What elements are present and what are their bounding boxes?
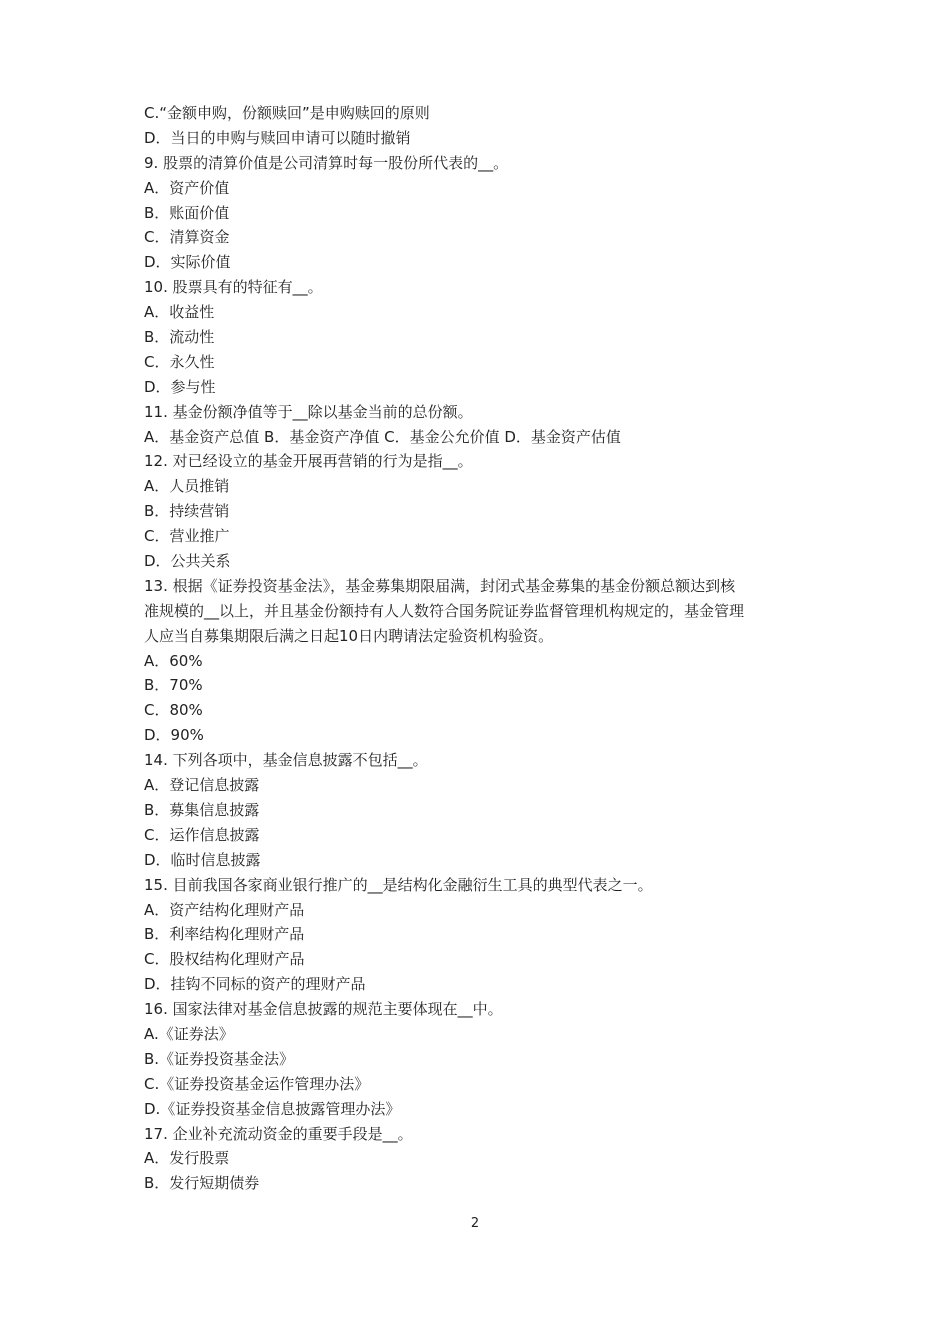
option-line: A．收益性 xyxy=(144,303,215,322)
option-line: D．实际价值 xyxy=(144,253,231,272)
option-line: A．人员推销 xyxy=(144,477,230,496)
question-13-cont: 人应当自募集期限后满之日起10日内聘请法定验资机构验资。 xyxy=(144,626,554,645)
option-line: B．发行短期债券 xyxy=(144,1174,260,1193)
option-line: A．发行股票 xyxy=(144,1149,230,1168)
option-line: C．永久性 xyxy=(144,352,215,371)
question-9: 9. 股票的清算价值是公司清算时每一股份所代表的__。 xyxy=(144,153,509,172)
question-13-cont: 准规模的__以上，并且基金份额持有人人数符合国务院证券监督管理机构规定的，基金管理 xyxy=(144,601,745,620)
question-17: 17. 企业补充流动资金的重要手段是__。 xyxy=(144,1124,413,1143)
option-line: A．60% xyxy=(144,651,203,670)
question-10: 10. 股票具有的特征有__。 xyxy=(144,278,323,297)
option-line: D．参与性 xyxy=(144,377,216,396)
option-line: B．持续营销 xyxy=(144,502,230,521)
option-line: D.《证券投资基金信息披露管理办法》 xyxy=(144,1099,401,1118)
option-line: B．流动性 xyxy=(144,328,215,347)
question-13: 13. 根据《证券投资基金法》，基金募集期限届满，封闭式基金募集的基金份额总额达到核 xyxy=(144,576,736,595)
option-line: B．70% xyxy=(144,676,203,695)
question-14: 14. 下列各项中，基金信息披露不包括__。 xyxy=(144,751,428,770)
option-line: A．基金资产总值 B．基金资产净值 C．基金公允价值 D．基金资产估值 xyxy=(144,427,621,446)
option-line: D．挂钩不同标的资产的理财产品 xyxy=(144,975,366,994)
option-line: B．利率结构化理财产品 xyxy=(144,925,305,944)
option-line: B．账面价值 xyxy=(144,203,230,222)
option-line: B.《证券投资基金法》 xyxy=(144,1049,295,1068)
page-number: 2 xyxy=(470,1216,480,1231)
question-15: 15. 目前我国各家商业银行推广的__是结构化金融衍生工具的典型代表之一。 xyxy=(144,875,653,894)
option-line: C．股权结构化理财产品 xyxy=(144,950,305,969)
option-line: C．运作信息披露 xyxy=(144,825,260,844)
question-12: 12. 对已经设立的基金开展再营销的行为是指__。 xyxy=(144,452,473,471)
option-line: A．登记信息披露 xyxy=(144,776,260,795)
question-11: 11. 基金份额净值等于__除以基金当前的总份额。 xyxy=(144,402,473,421)
option-line: C.《证券投资基金运作管理办法》 xyxy=(144,1074,370,1093)
option-line: B．募集信息披露 xyxy=(144,800,260,819)
option-line: D．公共关系 xyxy=(144,552,231,571)
text-line: C.“金额申购，份额赎回”是申购赎回的原则 xyxy=(144,104,430,122)
option-line: C．清算资金 xyxy=(144,228,230,247)
option-line: A．资产结构化理财产品 xyxy=(144,900,305,919)
option-line: A．资产价值 xyxy=(144,178,230,197)
option-line: A.《证券法》 xyxy=(144,1024,234,1043)
option-line: D．临时信息披露 xyxy=(144,850,261,869)
text-line: D．当日的申购与赎回申请可以随时撤销 xyxy=(144,128,411,147)
option-line: C．80% xyxy=(144,701,203,720)
document-body xyxy=(144,101,814,1196)
question-16: 16. 国家法律对基金信息披露的规范主要体现在__中。 xyxy=(144,1000,503,1019)
option-line: D．90% xyxy=(144,726,204,745)
option-line: C．营业推广 xyxy=(144,527,230,546)
